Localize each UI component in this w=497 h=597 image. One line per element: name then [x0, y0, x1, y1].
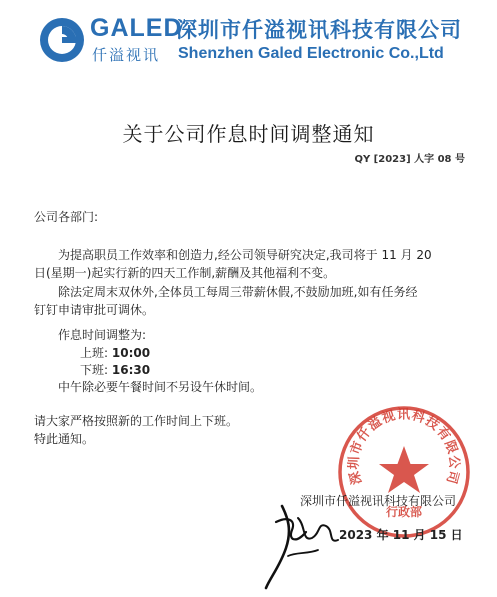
schedule-heading: 作息时间调整为: — [58, 328, 147, 342]
brand-name-en: GALED — [90, 14, 183, 42]
signer-company: 深圳市仟溢视讯科技有限公司 — [300, 494, 457, 508]
paragraph-1-line-1: 为提高职员工作效率和创造力,经公司领导研究决定,我司将于 11 月 20 — [58, 248, 432, 262]
closing-line-1: 请大家严格按照新的工作时间上下班。 — [34, 414, 239, 428]
galed-logo-icon — [38, 16, 86, 64]
closing-line-2: 特此通知。 — [34, 432, 95, 446]
paragraph-2-line-1: 除法定周末双休外,全体员工每周三带薪休假,不鼓励加班,如有任务经 — [58, 285, 418, 299]
end-time-value: 16:30 — [111, 363, 151, 377]
handwritten-signature-icon — [262, 496, 342, 592]
start-time-value: 10:00 — [111, 346, 151, 360]
salutation: 公司各部门: — [34, 210, 99, 224]
brand-name-cn: 仟溢视讯 — [92, 46, 161, 64]
end-time-row — [80, 362, 150, 378]
document-number: QY [2023] 人字 08 号 — [354, 154, 465, 165]
svg-text:行政部: 行政部 — [385, 505, 423, 519]
start-time-label: 上班: — [80, 346, 109, 360]
notice-title: 关于公司作息时间调整通知 — [122, 122, 375, 146]
company-name-cn: 深圳市仟溢视讯科技有限公司 — [176, 18, 462, 42]
paragraph-1-line-2: 日(星期一)起实行新的四天工作制,薪酬及其他福利不变。 — [34, 266, 336, 280]
paragraph-2-line-2: 钉钉申请审批可调休。 — [34, 303, 155, 317]
company-name-en: Shenzhen Galed Electronic Co.,Ltd — [178, 45, 444, 62]
svg-text:深圳市仟溢视讯科技有限公司: 深圳市仟溢视讯科技有限公司 — [346, 407, 462, 487]
company-seal-icon — [336, 404, 472, 540]
start-time-row — [80, 345, 150, 361]
noon-note: 中午除必要午餐时间不另设午休时间。 — [58, 380, 263, 394]
notice-date: 2023 年 11 月 15 日 — [339, 528, 463, 542]
end-time-label: 下班: — [80, 363, 109, 377]
